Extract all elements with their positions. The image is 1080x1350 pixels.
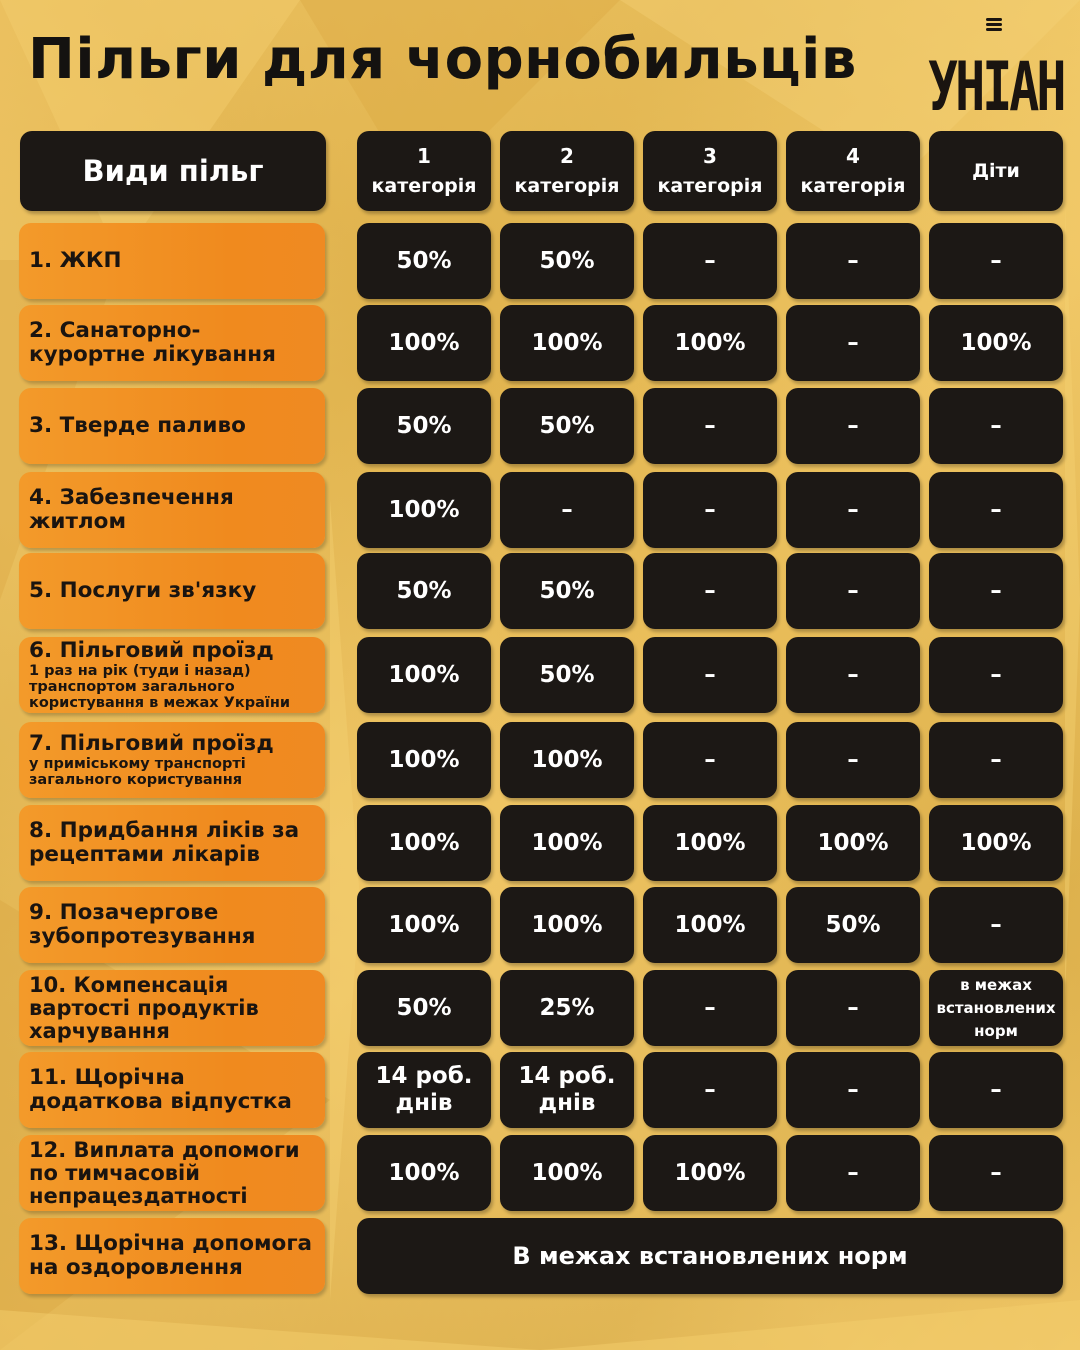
benefit-name: 8. Придбання ліків за рецептами лікарів <box>29 818 300 867</box>
benefit-note: у приміському транспорті загального користування <box>29 756 246 788</box>
benefit-label-13 <box>19 1218 325 1294</box>
benefit-value-cell: – <box>643 722 777 798</box>
benefit-value-cell: 100% <box>357 887 491 963</box>
benefit-value-cell: 100% <box>643 805 777 881</box>
benefit-value-cell: 50% <box>500 553 634 629</box>
benefit-name: 12. Виплата допомоги по тимчасовій непрацездатності <box>29 1137 300 1208</box>
benefit-value-cell: 50% <box>357 223 491 299</box>
benefit-value-cell: 100% <box>357 637 491 713</box>
benefit-value-cell: – <box>786 472 920 548</box>
logo-text: УНІАН <box>928 48 1064 127</box>
benefit-value-cell: – <box>643 472 777 548</box>
benefit-value-cell: 14 роб. днів <box>500 1052 634 1128</box>
benefit-value-cell: – <box>500 472 634 548</box>
benefit-label-8 <box>19 805 325 881</box>
header-column-5 <box>929 131 1063 211</box>
benefit-value-cell: 100% <box>357 305 491 381</box>
benefit-label-6 <box>19 637 325 713</box>
benefit-value-cell: 100% <box>500 805 634 881</box>
benefit-value-cell: 50% <box>357 388 491 464</box>
benefit-value-cell: 100% <box>929 305 1063 381</box>
header-column-number: 3 <box>703 144 717 168</box>
benefit-value-cell: – <box>786 553 920 629</box>
benefit-label-2 <box>19 305 325 381</box>
benefit-value-cell: 100% <box>357 472 491 548</box>
header-column-text: категорія <box>514 175 620 197</box>
benefit-value-cell: – <box>929 887 1063 963</box>
benefit-label-10 <box>19 970 325 1046</box>
benefit-value-cell: – <box>786 970 920 1046</box>
benefit-value-cell: 50% <box>357 970 491 1046</box>
benefit-value-cell: – <box>929 388 1063 464</box>
header-benefit-types: Види пільг <box>20 131 326 211</box>
benefit-value-cell: – <box>786 388 920 464</box>
header-column-1 <box>357 131 491 211</box>
benefit-value-cell: – <box>929 637 1063 713</box>
benefit-value-cell: 100% <box>357 722 491 798</box>
benefit-value-cell: 100% <box>357 805 491 881</box>
benefit-label-9 <box>19 887 325 963</box>
header-column-number: 4 <box>846 144 860 168</box>
benefit-value-cell: 50% <box>786 887 920 963</box>
benefit-value-cell: – <box>929 1135 1063 1211</box>
benefit-label-7 <box>19 722 325 798</box>
benefit-value-cell: – <box>786 305 920 381</box>
benefit-name: 6. Пільговий проїзд <box>29 638 274 663</box>
header-column-text: категорія <box>657 175 763 197</box>
benefit-value-cell: 100% <box>643 1135 777 1211</box>
benefit-value-cell: – <box>929 553 1063 629</box>
benefit-value-cell: 100% <box>357 1135 491 1211</box>
benefit-name: 3. Тверде паливо <box>29 413 246 438</box>
benefit-name: 2. Санаторно-курортне лікування <box>29 318 276 367</box>
benefit-value-cell: 100% <box>500 722 634 798</box>
benefit-name: 10. Компенсація вартості продуктів харчування <box>29 972 259 1043</box>
benefit-name: 5. Послуги зв'язку <box>29 578 257 603</box>
benefit-value-cell: 50% <box>500 637 634 713</box>
benefit-note: 1 раз на рік (туди і назад) транспортом загального користування в межах України <box>29 663 291 711</box>
header-column-4 <box>786 131 920 211</box>
benefit-value-cell: 100% <box>643 887 777 963</box>
benefit-label-1 <box>19 223 325 299</box>
benefit-value-cell: – <box>786 1135 920 1211</box>
benefit-value-cell: в межах встановлених норм <box>929 970 1063 1046</box>
header-column-number: 1 <box>417 144 431 168</box>
benefit-value-cell: 100% <box>643 305 777 381</box>
benefit-value-cell: 50% <box>357 553 491 629</box>
benefit-name: 1. ЖКП <box>29 248 122 273</box>
benefit-value-cell: – <box>643 970 777 1046</box>
benefit-value-cell: 14 роб. днів <box>357 1052 491 1128</box>
benefit-value-cell: – <box>929 722 1063 798</box>
logo-bars-icon <box>986 18 1002 36</box>
benefit-value-cell: 50% <box>500 223 634 299</box>
benefit-value-cell: – <box>786 722 920 798</box>
benefit-label-5 <box>19 553 325 629</box>
benefit-value-cell: – <box>786 1052 920 1128</box>
header-column-text: Діти <box>972 160 1020 182</box>
header-column-text: категорія <box>371 175 477 197</box>
benefit-value-cell: – <box>786 223 920 299</box>
benefit-value-cell: – <box>929 1052 1063 1128</box>
header-column-number: 2 <box>560 144 574 168</box>
benefit-value-cell: 100% <box>929 805 1063 881</box>
benefit-label-3 <box>19 388 325 464</box>
benefit-name: 9. Позачергове зубопротезування <box>29 900 256 949</box>
header-column-2 <box>500 131 634 211</box>
benefit-value-cell: 100% <box>500 1135 634 1211</box>
benefit-label-11 <box>19 1052 325 1128</box>
benefit-value-cell: – <box>643 1052 777 1128</box>
benefit-name: 4. Забезпечення житлом <box>29 485 234 534</box>
benefit-value-merged: В межах встановлених норм <box>357 1218 1063 1294</box>
benefit-value-cell: – <box>643 223 777 299</box>
benefit-value-cell: 100% <box>500 887 634 963</box>
benefit-value-cell: – <box>786 637 920 713</box>
benefit-name: 13. Щорічна допомога на оздоровлення <box>29 1231 313 1280</box>
benefit-name: 7. Пільговий проїзд <box>29 731 274 756</box>
benefit-value-cell: 25% <box>500 970 634 1046</box>
benefit-value-cell: 100% <box>500 305 634 381</box>
benefit-label-4 <box>19 472 325 548</box>
benefit-value-cell: – <box>643 388 777 464</box>
header-column-text: категорія <box>800 175 906 197</box>
page-title: Пільги для чорнобильців <box>28 27 857 92</box>
benefit-value-cell: 100% <box>786 805 920 881</box>
benefit-value-cell: – <box>929 472 1063 548</box>
benefit-value-cell: – <box>929 223 1063 299</box>
benefit-value-cell: 50% <box>500 388 634 464</box>
benefit-value-cell: – <box>643 553 777 629</box>
benefit-name: 11. Щорічна додаткова відпустка <box>29 1065 292 1114</box>
unian-logo <box>928 18 1064 127</box>
header-column-3 <box>643 131 777 211</box>
benefit-label-12 <box>19 1135 325 1211</box>
benefit-value-cell: – <box>643 637 777 713</box>
